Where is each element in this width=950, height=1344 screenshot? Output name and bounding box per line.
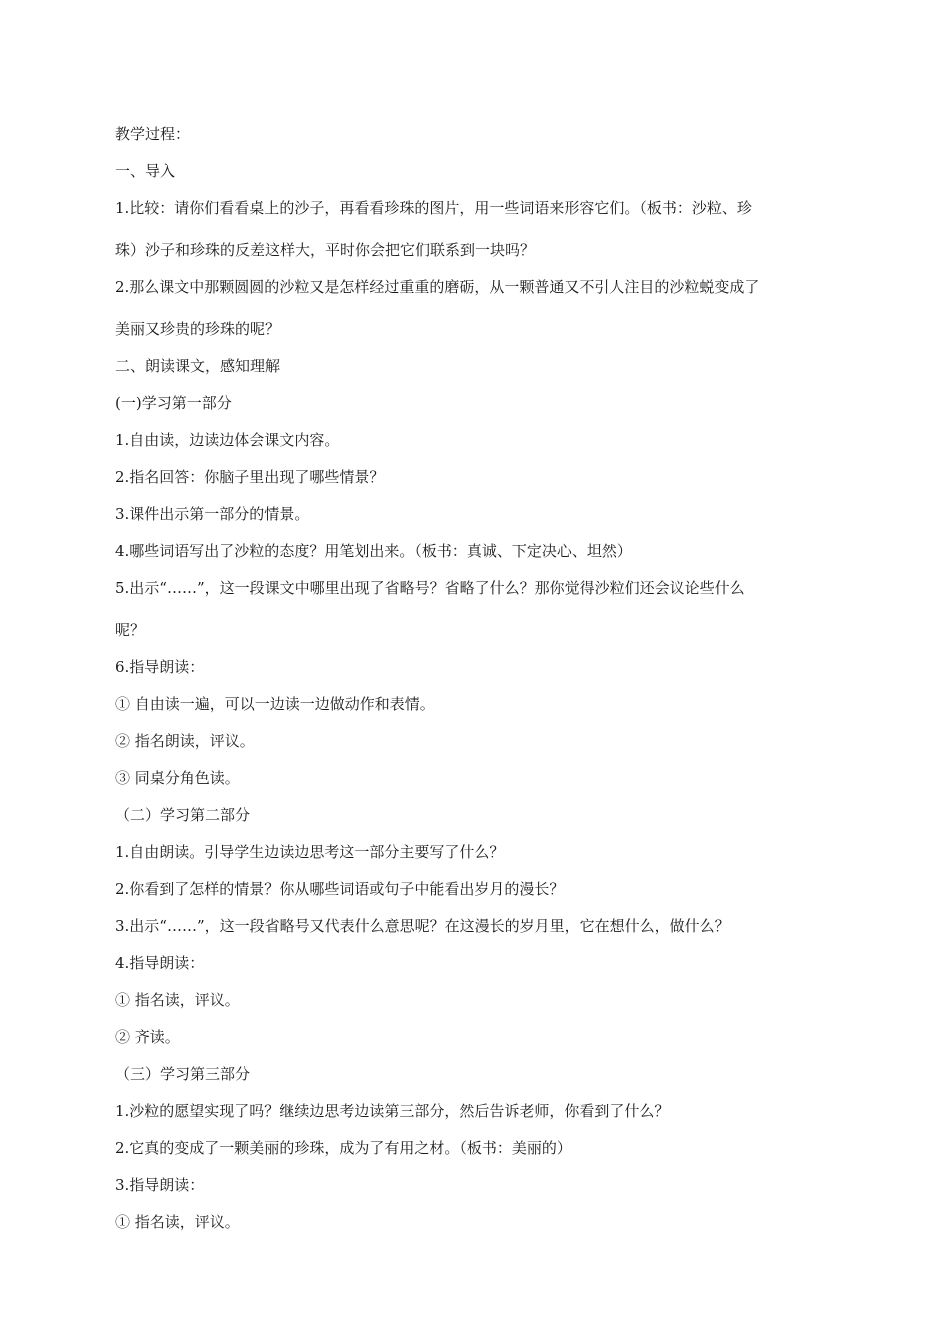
text-line: ① 指名读，评议。 <box>115 991 240 1009</box>
text-line: 呢？ <box>115 621 146 639</box>
text-line: 1.比较：请你们看看桌上的沙子，再看看珍珠的图片，用一些词语来形容它们。（板书：沙粒、珍 <box>115 199 752 217</box>
text-line: 珠）沙子和珍珠的反差这样大，平时你会把它们联系到一块吗？ <box>115 241 536 259</box>
text-line: ② 齐读。 <box>115 1028 180 1046</box>
text-line: (一)学习第一部分 <box>115 394 232 412</box>
text-line: 2.你看到了怎样的情景？你从哪些词语或句子中能看出岁月的漫长？ <box>115 880 565 898</box>
text-line: 4.哪些词语写出了沙粒的态度？用笔划出来。（板书：真诚、下定决心、坦然） <box>115 542 632 560</box>
text-line: 2.指名回答：你脑子里出现了哪些情景？ <box>115 468 385 486</box>
text-line: 美丽又珍贵的珍珠的呢？ <box>115 320 281 338</box>
text-line: ① 指名读，评议。 <box>115 1213 240 1231</box>
text-line: ① 自由读一遍，可以一边读一边做动作和表情。 <box>115 695 435 713</box>
section-heading: 教学过程： <box>115 125 191 143</box>
lesson-plan-body <box>115 124 840 1232</box>
text-line: 1.自由读，边读边体会课文内容。 <box>115 431 340 449</box>
text-line: （三）学习第三部分 <box>115 1065 251 1083</box>
text-line: ② 指名朗读，评议。 <box>115 732 255 750</box>
text-line: 3.课件出示第一部分的情景。 <box>115 505 310 523</box>
text-line: ③ 同桌分角色读。 <box>115 769 240 787</box>
text-line: 1.沙粒的愿望实现了吗？继续边思考边读第三部分，然后告诉老师，你看到了什么？ <box>115 1102 670 1120</box>
text-line: 4.指导朗读： <box>115 954 205 972</box>
text-line: 5.出示“……”，这一段课文中哪里出现了省略号？省略了什么？那你觉得沙粒们还会议论些什么 <box>115 579 745 597</box>
text-line: （二）学习第二部分 <box>115 806 251 824</box>
text-line: 3.指导朗读： <box>115 1176 205 1194</box>
text-line: 6.指导朗读： <box>115 658 205 676</box>
text-line: 2.它真的变成了一颗美丽的珍珠，成为了有用之材。（板书：美丽的） <box>115 1139 572 1157</box>
text-line: 1.自由朗读。引导学生边读边思考这一部分主要写了什么？ <box>115 843 505 861</box>
text-line: 二、朗读课文，感知理解 <box>115 357 281 375</box>
text-line: 3.出示“……”，这一段省略号又代表什么意思呢？在这漫长的岁月里，它在想什么，做什么？ <box>115 917 730 935</box>
text-line: 一、导入 <box>115 162 176 180</box>
text-line: 2.那么课文中那颗圆圆的沙粒又是怎样经过重重的磨砺，从一颗普通又不引人注目的沙粒蜕变成了 <box>115 278 760 296</box>
